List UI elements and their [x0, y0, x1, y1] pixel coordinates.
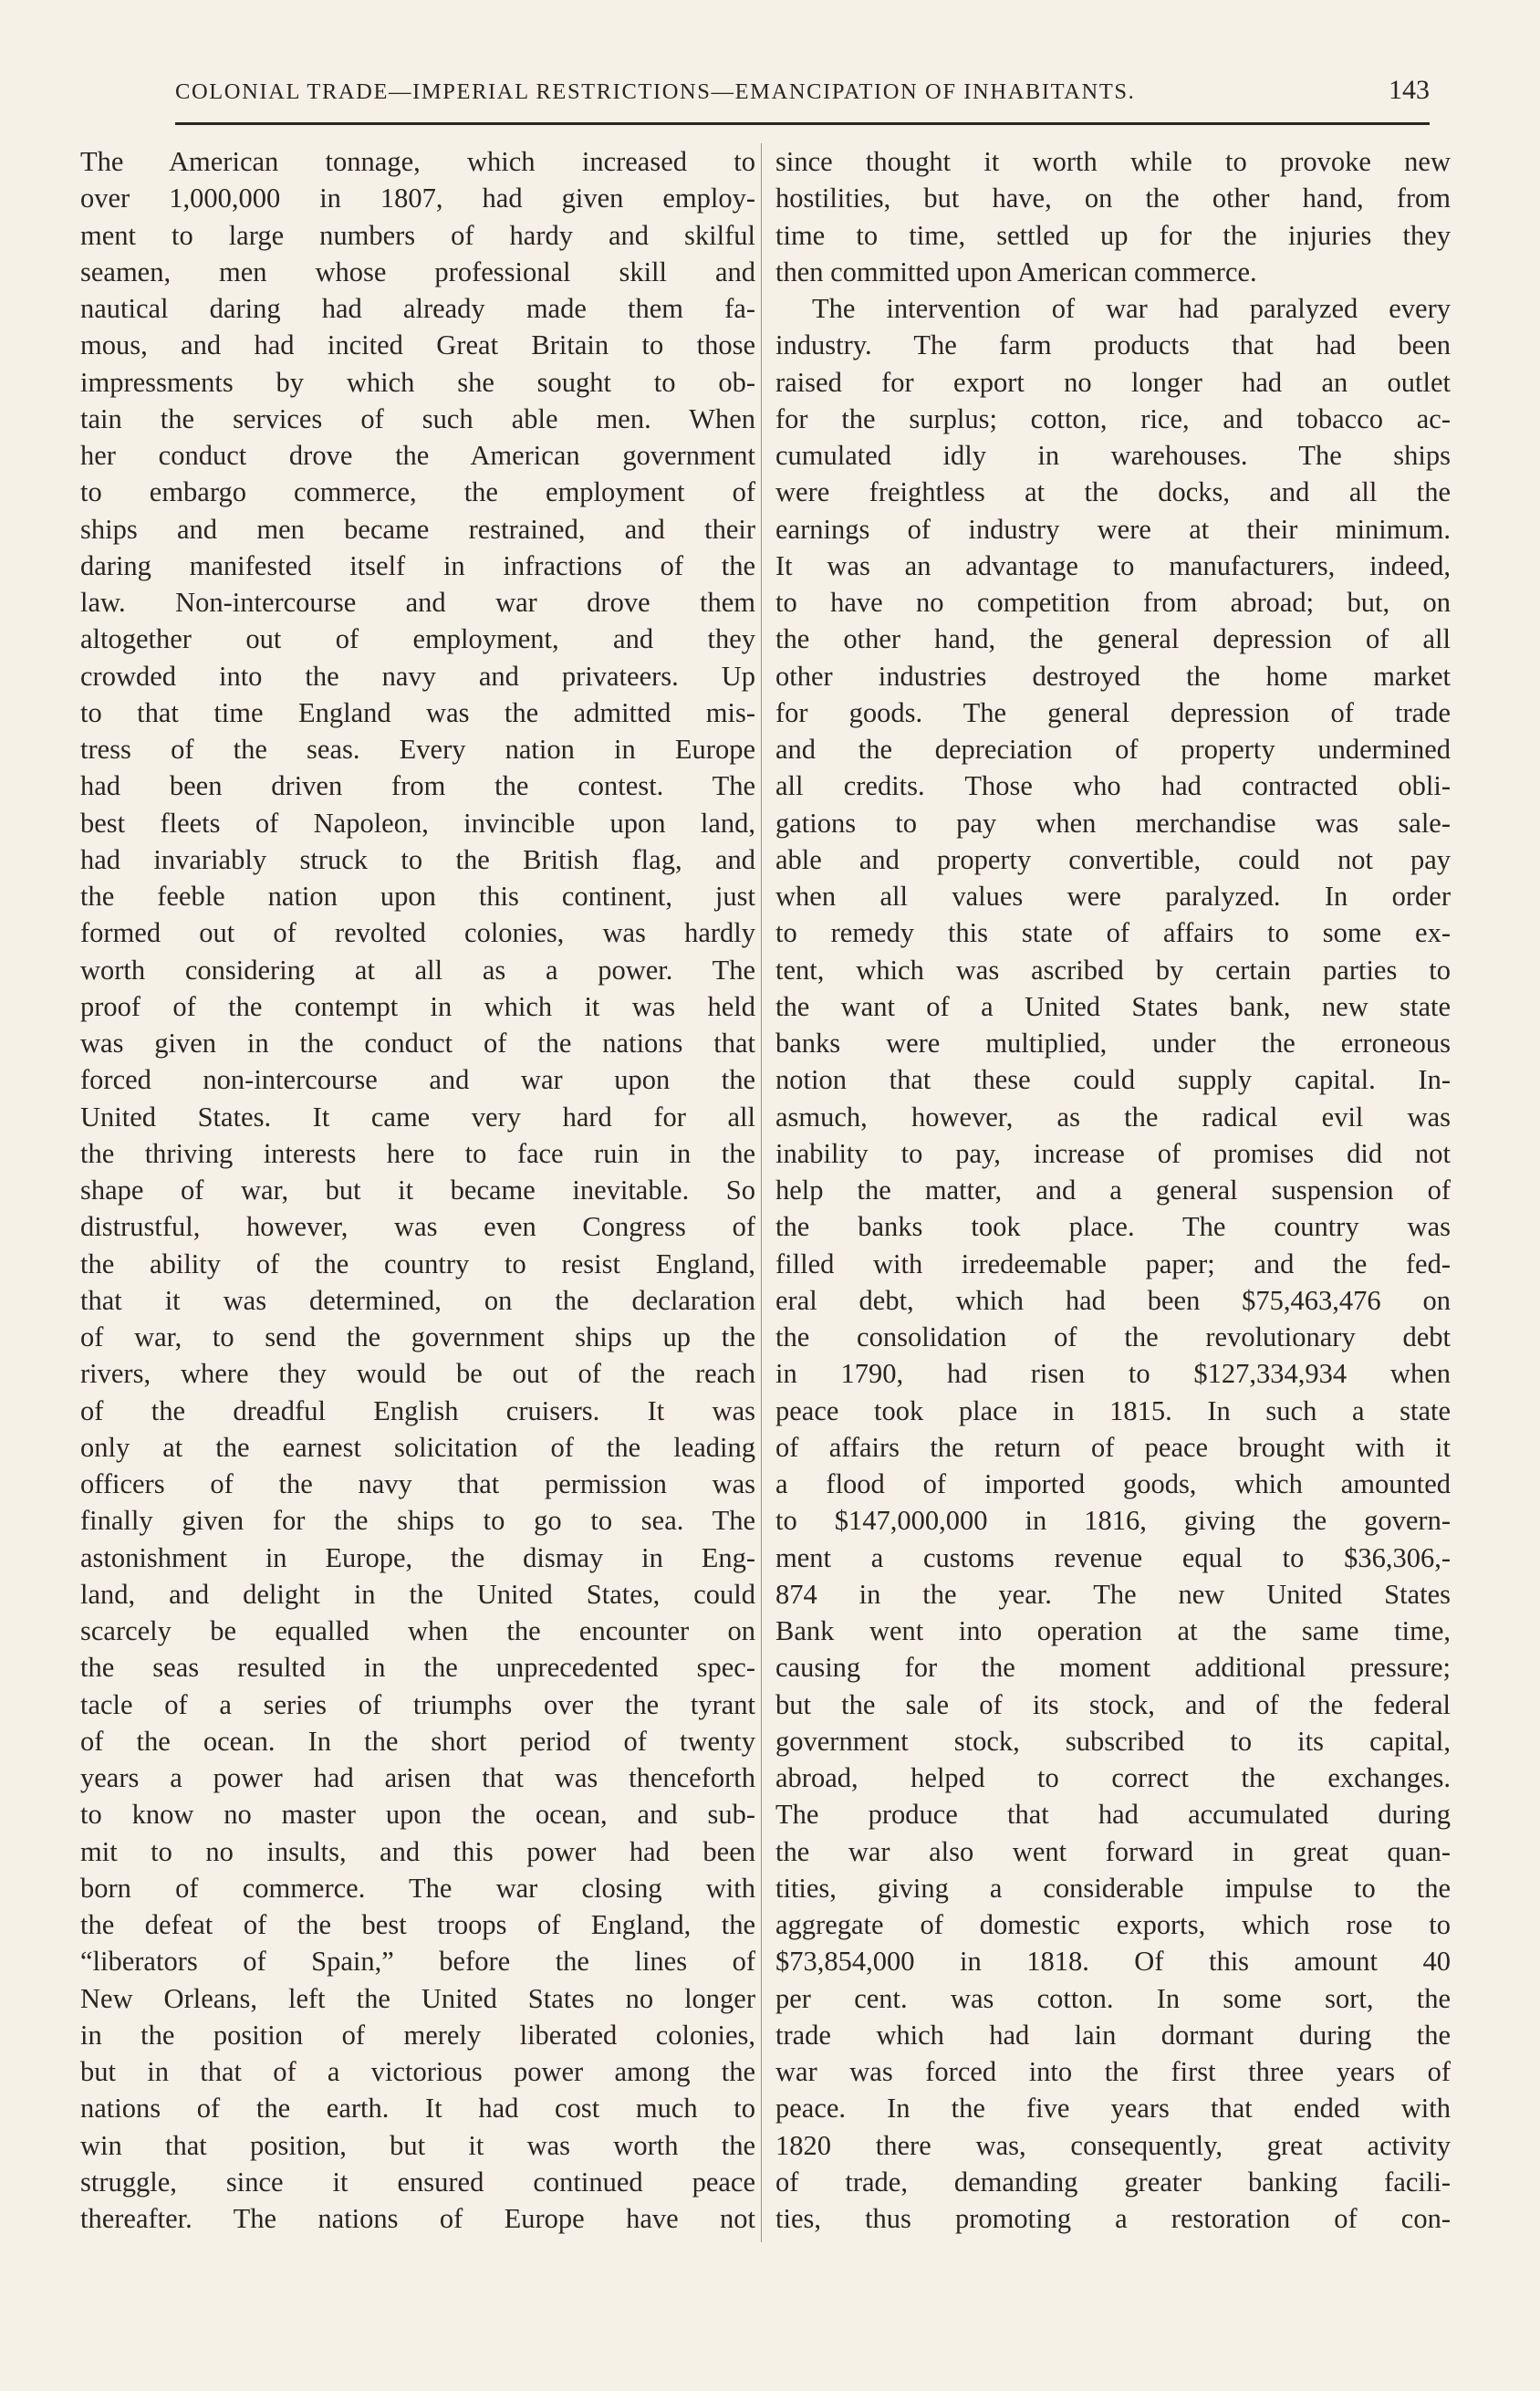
text-line: had invariably struck to the British flag, and — [80, 843, 755, 875]
text-line: nations of the earth. It had cost much to — [80, 2093, 755, 2125]
text-line: abroad, helped to correct the exchanges. — [775, 1762, 1451, 1793]
text-line: seamen, men whose professional skill and — [80, 256, 755, 287]
text-line: of the ocean. In the short period of twenty — [80, 1725, 755, 1757]
text-line: worth considering at all as a power. The — [80, 954, 755, 986]
text-line: a flood of imported goods, which amounted — [775, 1468, 1451, 1499]
text-line: tain the services of such able men. When — [80, 402, 755, 434]
text-line: all credits. Those who had contracted obli- — [775, 770, 1451, 802]
text-line: and the depreciation of property undermined — [775, 734, 1451, 765]
text-line: in the position of merely liberated colonies, — [80, 2019, 755, 2051]
text-line: tities, giving a considerable impulse to the — [775, 1872, 1451, 1904]
text-line: mit to no insults, and this power had been — [80, 1835, 755, 1867]
text-line: years a power had arisen that was thenceforth — [80, 1762, 755, 1793]
running-title: COLONIAL TRADE—IMPERIAL RESTRICTIONS—EMANCIPATION OF INHABITANTS. — [175, 79, 1136, 104]
header-rule — [175, 122, 1430, 125]
text-line: ment to large numbers of hardy and skilful — [80, 219, 755, 251]
text-line: since thought it worth while to provoke new — [775, 146, 1451, 177]
text-line: tacle of a series of triumphs over the tyrant — [80, 1688, 755, 1720]
text-line: industry. The farm products that had been — [775, 329, 1451, 361]
text-line: to have no competition from abroad; but, on — [775, 587, 1451, 618]
text-line: the banks took place. The country was — [775, 1211, 1451, 1243]
text-line: the war also went forward in great quan- — [775, 1835, 1451, 1867]
text-line: of affairs the return of peace brought with it — [775, 1431, 1451, 1463]
text-line: eral debt, which had been $75,463,476 on — [775, 1284, 1451, 1316]
text-line: crowded into the navy and privateers. Up — [80, 660, 755, 692]
text-line: but the sale of its stock, and of the federal — [775, 1688, 1451, 1720]
text-line: win that position, but it was worth the — [80, 2129, 755, 2161]
text-line: daring manifested itself in infractions of the — [80, 549, 755, 581]
text-line: It was an advantage to manufacturers, indeed, — [775, 549, 1451, 581]
column-divider — [761, 143, 762, 2242]
text-line: of war, to send the government ships up the — [80, 1321, 755, 1352]
text-line: that it was determined, on the declaration — [80, 1284, 755, 1316]
text-line: gations to pay when merchandise was sale- — [775, 807, 1451, 839]
text-line: 874 in the year. The new United States — [775, 1578, 1451, 1610]
text-line: war was forced into the first three years of — [775, 2056, 1451, 2087]
text-line: proof of the contempt in which it was held — [80, 990, 755, 1022]
text-line: The American tonnage, which increased to — [80, 146, 755, 177]
text-line: the thriving interests here to face ruin in the — [80, 1137, 755, 1169]
text-line: for goods. The general depression of trade — [775, 696, 1451, 728]
text-line: 1820 there was, consequently, great activity — [775, 2129, 1451, 2161]
text-line: struggle, since it ensured continued peace — [80, 2166, 755, 2198]
text-line: mous, and had incited Great Britain to those — [80, 329, 755, 361]
page-header — [175, 75, 1430, 115]
text-line: other industries destroyed the home market — [775, 660, 1451, 692]
text-line: scarcely be equalled when the encounter on — [80, 1615, 755, 1646]
text-line: land, and delight in the United States, could — [80, 1578, 755, 1610]
text-line: banks were multiplied, under the erroneous — [775, 1028, 1451, 1059]
text-line: thereafter. The nations of Europe have not — [80, 2203, 755, 2234]
text-line: officers of the navy that permission was — [80, 1468, 755, 1499]
text-line: Bank went into operation at the same time, — [775, 1615, 1451, 1646]
text-line: The intervention of war had paralyzed every — [812, 293, 1451, 324]
text-line: earnings of industry were at their minimum. — [775, 513, 1451, 545]
text-line: her conduct drove the American government — [80, 440, 755, 471]
text-line: to $147,000,000 in 1816, giving the govern- — [775, 1505, 1451, 1537]
left-column — [80, 143, 755, 2237]
text-line: ment a customs revenue equal to $36,306,- — [775, 1541, 1451, 1573]
text-line: “liberators of Spain,” before the lines of — [80, 1946, 755, 1978]
text-line: $73,854,000 in 1818. Of this amount 40 — [775, 1946, 1451, 1978]
text-line: was given in the conduct of the nations that — [80, 1028, 755, 1059]
text-line: nautical daring had already made them fa- — [80, 293, 755, 324]
text-line: formed out of revolted colonies, was hardly — [80, 917, 755, 949]
text-line: tent, which was ascribed by certain parties to — [775, 954, 1451, 986]
text-line: astonishment in Europe, the dismay in Eng- — [80, 1541, 755, 1573]
text-line: United States. It came very hard for all — [80, 1101, 755, 1133]
text-line: to remedy this state of affairs to some ex- — [775, 917, 1451, 949]
text-line: to that time England was the admitted mis- — [80, 696, 755, 728]
text-line: the defeat of the best troops of England, the — [80, 1909, 755, 1940]
text-line: for the surplus; cotton, rice, and tobacco ac- — [775, 402, 1451, 434]
text-line: ties, thus promoting a restoration of con- — [775, 2203, 1451, 2234]
text-line: government stock, subscribed to its capital, — [775, 1725, 1451, 1757]
text-line: able and property convertible, could not pay — [775, 843, 1451, 875]
text-line: of the dreadful English cruisers. It was — [80, 1394, 755, 1426]
text-line: peace. In the five years that ended with — [775, 2093, 1451, 2125]
text-line: notion that these could supply capital. In- — [775, 1064, 1451, 1096]
text-line: in 1790, had risen to $127,334,934 when — [775, 1358, 1451, 1390]
text-line: help the matter, and a general suspension of — [775, 1175, 1451, 1206]
text-line: ships and men became restrained, and their — [80, 513, 755, 545]
text-line: cumulated idly in warehouses. The ships — [775, 440, 1451, 471]
text-line: forced non-intercourse and war upon the — [80, 1064, 755, 1096]
text-line: altogether out of employment, and they — [80, 623, 755, 655]
text-line: the seas resulted in the unprecedented spec- — [80, 1652, 755, 1684]
text-line: trade which had lain dormant during the — [775, 2019, 1451, 2051]
text-line: when all values were paralyzed. In order — [775, 881, 1451, 912]
text-line: were freightless at the docks, and all the — [775, 476, 1451, 508]
text-line: the feeble nation upon this continent, just — [80, 881, 755, 912]
text-line: tress of the seas. Every nation in Europe — [80, 734, 755, 765]
text-line: the other hand, the general depression of all — [775, 623, 1451, 655]
text-line: inability to pay, increase of promises did not — [775, 1137, 1451, 1169]
text-line: The produce that had accumulated during — [775, 1799, 1451, 1831]
text-line: New Orleans, left the United States no longer — [80, 1982, 755, 2014]
text-line: to embargo commerce, the employment of — [80, 476, 755, 508]
text-line: of trade, demanding greater banking facili- — [775, 2166, 1451, 2198]
text-line: but in that of a victorious power among the — [80, 2056, 755, 2087]
text-line: impressments by which she sought to ob- — [80, 366, 755, 398]
text-line: law. Non-intercourse and war drove them — [80, 587, 755, 618]
right-column — [775, 143, 1451, 2237]
text-line: the consolidation of the revolutionary debt — [775, 1321, 1451, 1352]
text-line: the want of a United States bank, new state — [775, 990, 1451, 1022]
text-line: over 1,000,000 in 1807, had given employ- — [80, 183, 755, 214]
text-line: finally given for the ships to go to sea. The — [80, 1505, 755, 1537]
text-line: then committed upon American commerce. — [775, 256, 1257, 287]
text-line: had been driven from the contest. The — [80, 770, 755, 802]
text-line: per cent. was cotton. In some sort, the — [775, 1982, 1451, 2014]
text-line: rivers, where they would be out of the reach — [80, 1358, 755, 1390]
text-line: best fleets of Napoleon, invincible upon land, — [80, 807, 755, 839]
text-line: asmuch, however, as the radical evil was — [775, 1101, 1451, 1133]
text-line: aggregate of domestic exports, which rose to — [775, 1909, 1451, 1940]
text-line: the ability of the country to resist England, — [80, 1248, 755, 1279]
text-line: peace took place in 1815. In such a state — [775, 1394, 1451, 1426]
text-line: causing for the moment additional pressure; — [775, 1652, 1451, 1684]
text-line: distrustful, however, was even Congress of — [80, 1211, 755, 1243]
page-number: 143 — [1389, 75, 1430, 105]
text-line: raised for export no longer had an outlet — [775, 366, 1451, 398]
text-line: born of commerce. The war closing with — [80, 1872, 755, 1904]
text-line: time to time, settled up for the injuries they — [775, 219, 1451, 251]
text-line: shape of war, but it became inevitable. So — [80, 1175, 755, 1206]
text-line: to know no master upon the ocean, and sub- — [80, 1799, 755, 1831]
text-line: hostilities, but have, on the other hand, from — [775, 183, 1451, 214]
text-line: only at the earnest solicitation of the leading — [80, 1431, 755, 1463]
text-line: filled with irredeemable paper; and the fed- — [775, 1248, 1451, 1279]
